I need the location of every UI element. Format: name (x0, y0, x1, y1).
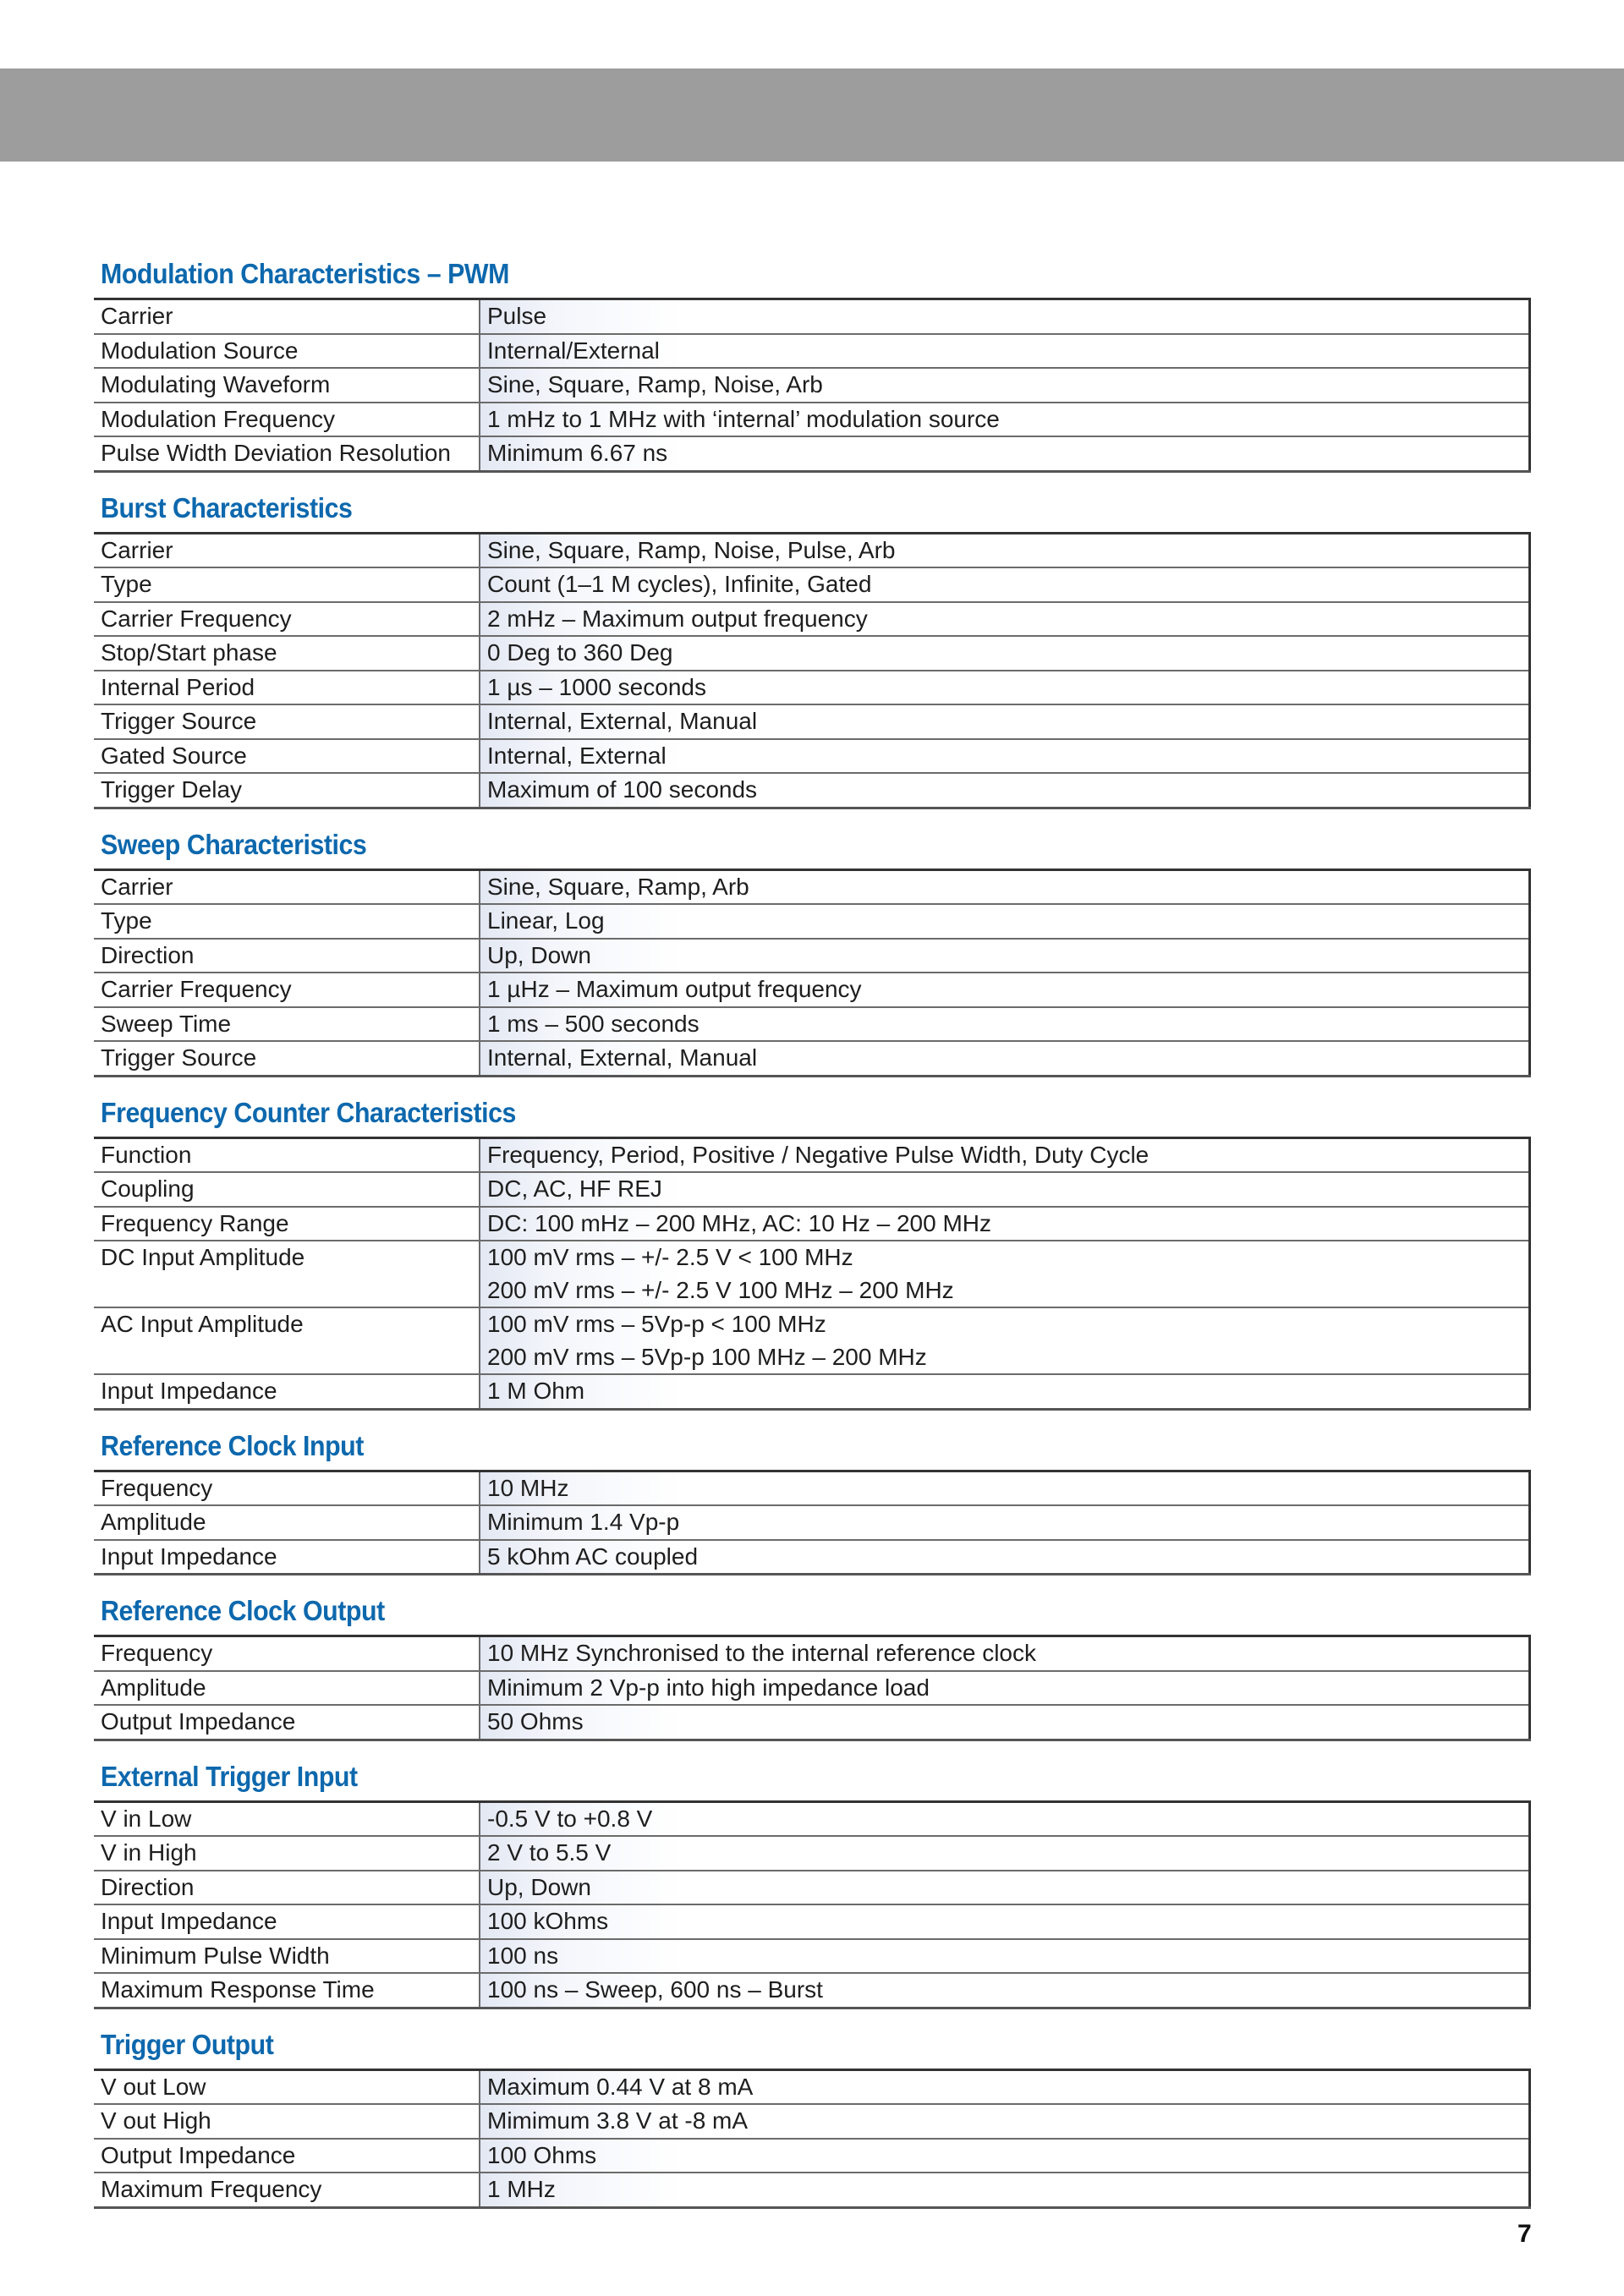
spec-value (480, 1172, 1530, 1207)
page-number: 7 (1517, 2220, 1532, 2248)
spec-label: Output Impedance (94, 2139, 480, 2173)
spec-table (94, 298, 1531, 473)
spec-value-line: Sine, Square, Ramp, Noise, Arb (487, 371, 823, 397)
spec-value (480, 1671, 1530, 1706)
spec-label: Frequency Range (94, 1207, 480, 1241)
section-title: Reference Clock Input (101, 1429, 364, 1461)
spec-label: Carrier (94, 869, 480, 904)
spec-label: Carrier (94, 299, 480, 334)
spec-value (480, 533, 1530, 567)
spec-label: Modulating Waveform (94, 368, 480, 403)
spec-label: Minimum Pulse Width (94, 1939, 480, 1974)
spec-value-line: 10 MHz Synchronised to the internal reference clock (487, 1640, 1036, 1666)
spec-value (480, 2173, 1530, 2207)
section-frequency-counter-characteristics (94, 1093, 1531, 1411)
table-row (94, 1041, 1530, 1076)
spec-label: Frequency (94, 1471, 480, 1505)
spec-table (94, 869, 1531, 1077)
spec-value-line: 100 ns (487, 1942, 559, 1969)
spec-value (480, 1041, 1530, 1076)
spec-value (480, 1973, 1530, 2008)
table-row (94, 1939, 1530, 1974)
spec-value (480, 1801, 1530, 1836)
spec-label: Input Impedance (94, 1904, 480, 1939)
table-row (94, 1137, 1530, 1172)
spec-value (480, 368, 1530, 403)
spec-value-line: 1 ms – 500 seconds (487, 1010, 700, 1037)
spec-value (480, 1540, 1530, 1575)
spec-value-line: 200 mV rms – 5Vp-p 100 MHz – 200 MHz (487, 1343, 927, 1370)
table-row (94, 636, 1530, 671)
spec-value-line: Mimimum 3.8 V at -8 mA (487, 2107, 749, 2134)
table-row (94, 1471, 1530, 1505)
table-row (94, 2173, 1530, 2207)
table-row (94, 602, 1530, 637)
spec-value-line: Internal, External, Manual (487, 1044, 758, 1071)
table-row (94, 904, 1530, 939)
section-reference-clock-input (94, 1426, 1531, 1576)
spec-value (480, 436, 1530, 471)
spec-label: Trigger Source (94, 1041, 480, 1076)
spec-label: Gated Source (94, 739, 480, 774)
section-title: Trigger Output (101, 2028, 274, 2060)
spec-value (480, 1307, 1530, 1374)
table-row (94, 436, 1530, 471)
spec-value-line: Maximum 0.44 V at 8 mA (487, 2073, 754, 2100)
spec-value (480, 704, 1530, 739)
spec-value (480, 2139, 1530, 2173)
table-row (94, 403, 1530, 437)
table-row (94, 533, 1530, 567)
spec-value-line: 100 mV rms – 5Vp-p < 100 MHz (487, 1311, 826, 1337)
section-title: Sweep Characteristics (101, 828, 367, 860)
table-row (94, 1801, 1530, 1836)
section-title: Burst Characteristics (101, 491, 353, 523)
table-row (94, 368, 1530, 403)
table-row (94, 773, 1530, 808)
spec-label: Carrier Frequency (94, 973, 480, 1007)
spec-label: Maximum Frequency (94, 2173, 480, 2207)
spec-value-line: 100 ns – Sweep, 600 ns – Burst (487, 1976, 823, 2003)
table-row (94, 704, 1530, 739)
spec-value (480, 1007, 1530, 1042)
spec-label: DC Input Amplitude (94, 1241, 480, 1307)
table-row (94, 1172, 1530, 1207)
spec-value-line: DC, AC, HF REJ (487, 1175, 662, 1202)
spec-table (94, 1470, 1531, 1576)
spec-value-line: 1 M Ohm (487, 1378, 585, 1404)
spec-value-line: 10 MHz (487, 1474, 569, 1501)
spec-label: Internal Period (94, 671, 480, 705)
spec-value (480, 299, 1530, 334)
table-row (94, 1207, 1530, 1241)
spec-value-line: Minimum 1.4 Vp-p (487, 1509, 680, 1535)
spec-value (480, 1904, 1530, 1939)
spec-label: Modulation Frequency (94, 403, 480, 437)
spec-value (480, 2104, 1530, 2139)
spec-value (480, 602, 1530, 637)
table-row (94, 2139, 1530, 2173)
spec-value-line: Minimum 2 Vp-p into high impedance load (487, 1674, 930, 1701)
spec-value (480, 403, 1530, 437)
spec-value (480, 567, 1530, 602)
spec-value-line: Minimum 6.67 ns (487, 440, 668, 466)
spec-label: Sweep Time (94, 1007, 480, 1042)
table-row (94, 1307, 1530, 1374)
spec-value-line: Frequency, Period, Positive / Negative Pulse Width, Duty Cycle (487, 1141, 1149, 1168)
table-row (94, 1871, 1530, 1905)
section-title: Frequency Counter Characteristics (101, 1096, 516, 1128)
spec-value-line: 5 kOhm AC coupled (487, 1543, 699, 1570)
spec-label: Maximum Response Time (94, 1973, 480, 2008)
spec-value (480, 1871, 1530, 1905)
spec-label: Input Impedance (94, 1540, 480, 1575)
table-row (94, 299, 1530, 334)
table-row (94, 1374, 1530, 1409)
spec-label: Carrier (94, 533, 480, 567)
spec-value-line: 1 MHz (487, 2176, 556, 2202)
spec-value-line: 50 Ohms (487, 1708, 584, 1734)
spec-value (480, 2069, 1530, 2104)
table-row (94, 869, 1530, 904)
spec-value-line: 1 µs – 1000 seconds (487, 673, 706, 700)
table-row (94, 1836, 1530, 1871)
spec-value-line: Internal, External, Manual (487, 708, 758, 734)
spec-value-line: 200 mV rms – +/- 2.5 V 100 MHz – 200 MHz (487, 1276, 954, 1303)
spec-value-line: DC: 100 mHz – 200 MHz, AC: 10 Hz – 200 MHz (487, 1209, 991, 1236)
spec-value-line: Up, Down (487, 1873, 591, 1900)
table-row (94, 1904, 1530, 1939)
spec-value-line: 0 Deg to 360 Deg (487, 639, 673, 666)
spec-value-line: Pulse (487, 303, 547, 329)
spec-value-line: 100 Ohms (487, 2141, 597, 2168)
spec-label: Direction (94, 1871, 480, 1905)
spec-value (480, 773, 1530, 808)
table-row (94, 1540, 1530, 1575)
spec-value (480, 1836, 1530, 1871)
spec-value (480, 739, 1530, 774)
spec-value (480, 1505, 1530, 1540)
header-band (0, 68, 1624, 162)
spec-value-line: 1 mHz to 1 MHz with ‘internal’ modulation source (487, 405, 1000, 432)
spec-value-line: Count (1–1 M cycles), Infinite, Gated (487, 571, 872, 597)
spec-value (480, 904, 1530, 939)
table-row (94, 973, 1530, 1007)
spec-label: Pulse Width Deviation Resolution (94, 436, 480, 471)
table-row (94, 2069, 1530, 2104)
section-title: Modulation Characteristics – PWM (101, 258, 509, 289)
spec-label: Input Impedance (94, 1374, 480, 1409)
spec-label: V in Low (94, 1801, 480, 1836)
section-title: External Trigger Input (101, 1760, 358, 1792)
spec-value-line: Linear, Log (487, 907, 605, 934)
spec-value-line: 2 V to 5.5 V (487, 1839, 612, 1866)
table-row (94, 1671, 1530, 1706)
spec-value-line: 1 µHz – Maximum output frequency (487, 976, 862, 1002)
table-row (94, 334, 1530, 369)
spec-value-line: Sine, Square, Ramp, Noise, Pulse, Arb (487, 536, 896, 563)
spec-value (480, 869, 1530, 904)
table-row (94, 1007, 1530, 1042)
spec-content (94, 254, 1531, 2224)
spec-value-line: 100 mV rms – +/- 2.5 V < 100 MHz (487, 1244, 853, 1270)
spec-label: Stop/Start phase (94, 636, 480, 671)
spec-value (480, 1471, 1530, 1505)
spec-value-line: 100 kOhms (487, 1908, 609, 1934)
spec-value (480, 1241, 1530, 1307)
spec-label: V in High (94, 1836, 480, 1871)
spec-label: Frequency (94, 1636, 480, 1671)
table-row (94, 1973, 1530, 2008)
spec-label: V out Low (94, 2069, 480, 2104)
spec-label: Amplitude (94, 1505, 480, 1540)
spec-value-line: Maximum of 100 seconds (487, 776, 758, 803)
table-row (94, 1241, 1530, 1307)
spec-value (480, 973, 1530, 1007)
spec-label: AC Input Amplitude (94, 1307, 480, 1374)
spec-label: Trigger Source (94, 704, 480, 739)
spec-value (480, 334, 1530, 369)
spec-label: Type (94, 904, 480, 939)
spec-label: Coupling (94, 1172, 480, 1207)
spec-value (480, 671, 1530, 705)
spec-value-line: Up, Down (487, 941, 591, 968)
section-sweep-characteristics (94, 825, 1531, 1077)
spec-label: Output Impedance (94, 1705, 480, 1740)
table-row (94, 1505, 1530, 1540)
spec-value (480, 939, 1530, 973)
spec-table (94, 532, 1531, 809)
spec-value (480, 636, 1530, 671)
spec-label: Trigger Delay (94, 773, 480, 808)
spec-table (94, 2069, 1531, 2209)
section-modulation-characteristics-pwm (94, 254, 1531, 473)
section-title: Reference Clock Output (101, 1595, 385, 1626)
section-reference-clock-output (94, 1591, 1531, 1741)
spec-value (480, 1137, 1530, 1172)
section-burst-characteristics (94, 488, 1531, 809)
table-row (94, 939, 1530, 973)
spec-value-line: Internal/External (487, 337, 660, 364)
spec-label: Carrier Frequency (94, 602, 480, 637)
section-external-trigger-input (94, 1756, 1531, 2009)
spec-value (480, 1374, 1530, 1409)
spec-value (480, 1636, 1530, 1671)
table-row (94, 567, 1530, 602)
table-row (94, 2104, 1530, 2139)
table-row (94, 739, 1530, 774)
section-trigger-output (94, 2025, 1531, 2209)
spec-value (480, 1939, 1530, 1974)
spec-label: Direction (94, 939, 480, 973)
table-row (94, 1636, 1530, 1671)
spec-label: Amplitude (94, 1671, 480, 1706)
spec-value (480, 1207, 1530, 1241)
spec-value-line: Sine, Square, Ramp, Arb (487, 873, 749, 900)
spec-value (480, 1705, 1530, 1740)
spec-label: Function (94, 1137, 480, 1172)
spec-label: Modulation Source (94, 334, 480, 369)
spec-table (94, 1635, 1531, 1741)
table-row (94, 1705, 1530, 1740)
spec-table (94, 1137, 1531, 1411)
spec-value-line: Internal, External (487, 742, 667, 769)
spec-label: V out High (94, 2104, 480, 2139)
spec-value-line: 2 mHz – Maximum output frequency (487, 605, 868, 632)
spec-table (94, 1800, 1531, 2009)
spec-value-line: -0.5 V to +0.8 V (487, 1805, 653, 1832)
spec-label: Type (94, 567, 480, 602)
table-row (94, 671, 1530, 705)
